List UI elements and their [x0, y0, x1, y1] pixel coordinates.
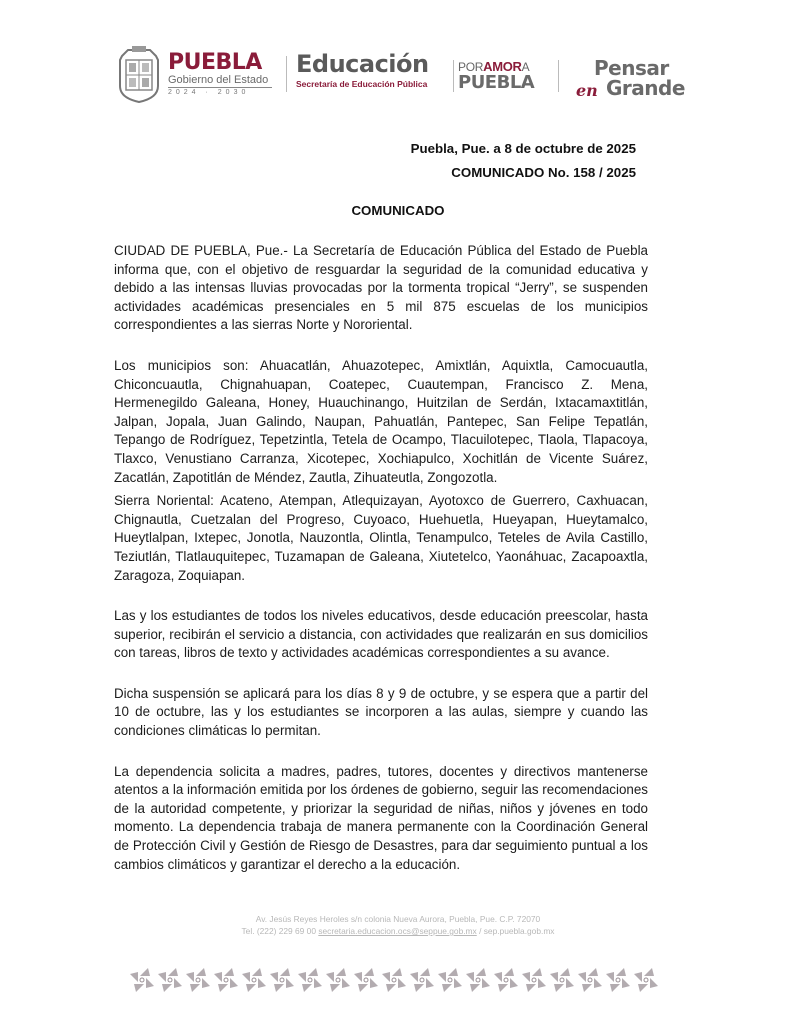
- educacion-logo-subtitle: Secretaría de Educación Pública: [296, 79, 428, 89]
- comunicado-number: COMUNICADO No. 158 / 2025: [451, 165, 636, 180]
- paragraph-sierra-nororiental: Sierra Noriental: Acateno, Atempan, Atlequizayan, Ayotoxco de Guerrero, Caxhuacan, Chignautla, Cuetzalan del Progreso, Cuyoaco, Huehuetla, Hueyapan, Hueytamalco, Hueytlalpan, Ixtepec, Jonotla, Nauzontla, Olintla, Tenampulco, Teteles de Avila Castillo, Teziutlán, Tlatlauquitepec, Tuzamapan de Galeana, Xiutetelco, Yaonáhuac, Zacapoaxtla, Zaragoza, Zoquiapan.: [114, 493, 648, 583]
- pattern-motif-icon: [550, 968, 574, 992]
- logo-divider: [558, 60, 559, 92]
- por-amor-highlight: AMOR: [483, 59, 522, 74]
- paragraph-dates: Dicha suspensión se aplicará para los días 8 y 9 de octubre, y se espera que a partir del 10 de octubre, las y los estudiantes se incorporen a las aulas, siempre y cuando las condiciones climáticas lo permitan.: [114, 685, 648, 739]
- por-amor-a-puebla-logo: [458, 60, 553, 92]
- paragraph-students: Las y los estudiantes de todos los niveles educativos, desde educación preescolar, hasta superior, recibirán el servicio a distancia, con actividades que realizarán en sus domicilios con tareas, libros de texto y actividades académicas correspondientes a su avance.: [114, 608, 648, 661]
- educacion-logo: [296, 50, 446, 90]
- document-body: [114, 242, 648, 874]
- pensar-en-grande-logo: [570, 56, 700, 102]
- puebla-logo-subtitle: Gobierno del Estado: [168, 74, 272, 88]
- pattern-motif-icon: [158, 968, 182, 992]
- pattern-motif-icon: [494, 968, 518, 992]
- puebla-logo-years: 2024 · 2030: [168, 89, 250, 96]
- paragraph-municipios: Los municipios son: Ahuacatlán, Ahuazotepec, Amixtlán, Aquixtla, Camocuautla, Chiconcuautla, Chignahuapan, Coatepec, Cuautempan, Francisco Z. Mena, Hermenegildo Galeana, Honey, Huauchinango, Huitzilan de Serdán, Ixtacamaxtitlán, Jalpan, Jopala, Juan Galindo, Naupan, Pahuatlán, Pantepec, San Felipe Tepatlán, Tepango de Rodríguez, Tepetzintla, Tetela de Ocampo, Tlacuilotepec, Tlaola, Tlapacoya, Tlaxco, Venustiano Carranza, Xicotepec, Xochiapulco, Xochitlán de Vicente Suárez, Zacatlán, Zapotitlán de Méndez, Zautla, Zihuateutla, Zongozotla.: [114, 357, 648, 485]
- pensar-logo-top: Pensar: [594, 56, 669, 80]
- pattern-motif-icon: [438, 968, 462, 992]
- place-date: Puebla, Pue. a 8 de octubre de 2025: [410, 141, 636, 156]
- pattern-motif-icon: [410, 968, 434, 992]
- footer-contact-line: [0, 925, 796, 937]
- pattern-motif-icon: [326, 968, 350, 992]
- pattern-motif-icon: [634, 968, 658, 992]
- por-amor-suffix: A: [521, 60, 530, 74]
- pattern-motif-icon: [214, 968, 238, 992]
- paragraph-request: La dependencia solicita a madres, padres, tutores, docentes y directivos mantenerse atentos a la información emitida por los órdenes de gobierno, seguir las recomendaciones de la autoridad competente, y priorizar la seguridad de niñas, niños y jóvenes en todo momento. La dependencia trabaja de manera permanente con la Coordinación General de Protección Civil y Gestión de Riesgo de Desastres, para dar seguimiento puntual a los cambios climáticos y garantizar el derecho a la educación.: [114, 763, 648, 872]
- pattern-motif-icon: [242, 968, 266, 992]
- footer-email-link[interactable]: secretaria.educacion.ocs@seppue.gob.mx: [318, 926, 477, 936]
- footer-website: sep.puebla.gob.mx: [483, 926, 555, 936]
- por-amor-bottom: PUEBLA: [458, 72, 535, 93]
- pattern-motif-icon: [186, 968, 210, 992]
- pattern-motif-icon: [606, 968, 630, 992]
- pattern-motif-icon: [298, 968, 322, 992]
- footer-contact: [0, 913, 796, 937]
- pattern-motif-icon: [382, 968, 406, 992]
- pattern-motif-icon: [130, 968, 154, 992]
- document-meta: [411, 137, 636, 185]
- footer-separator: /: [479, 926, 482, 936]
- pensar-logo-bottom: Grande: [606, 76, 685, 100]
- puebla-logo-title: PUEBLA: [168, 50, 262, 75]
- pattern-motif-icon: [270, 968, 294, 992]
- logo-divider: [453, 60, 454, 92]
- por-amor-prefix: POR: [458, 60, 484, 74]
- paragraph-intro: CIUDAD DE PUEBLA, Pue.- La Secretaría de Educación Pública del Estado de Puebla informa que, con el objetivo de resguardar la seguridad de la comunidad educativa y debido a las intensas lluvias provocadas por la tormenta tropical “Jerry”, se suspenden actividades académicas presenciales en 5 mil 875 escuelas de los municipios correspondientes a las sierras Norte y Nororiental.: [114, 243, 648, 333]
- logo-divider: [286, 56, 287, 92]
- pattern-motif-icon: [466, 968, 490, 992]
- pattern-motif-icon: [354, 968, 378, 992]
- footer-address: Av. Jesús Reyes Heroles s/n colonia Nueva Aurora, Puebla, Pue. C.P. 72070: [255, 914, 541, 924]
- header-logos: [108, 44, 693, 106]
- pensar-logo-script: en: [576, 81, 598, 100]
- document-title: COMUNICADO: [351, 203, 445, 218]
- educacion-logo-title: Educación: [296, 50, 429, 78]
- footer-phone: Tel. (222) 229 69 00: [241, 926, 316, 936]
- puebla-gobierno-logo: [168, 52, 280, 98]
- coat-of-arms-icon: [114, 46, 164, 104]
- pattern-motif-icon: [578, 968, 602, 992]
- decorative-pattern-border: [128, 966, 668, 994]
- pattern-motif-icon: [522, 968, 546, 992]
